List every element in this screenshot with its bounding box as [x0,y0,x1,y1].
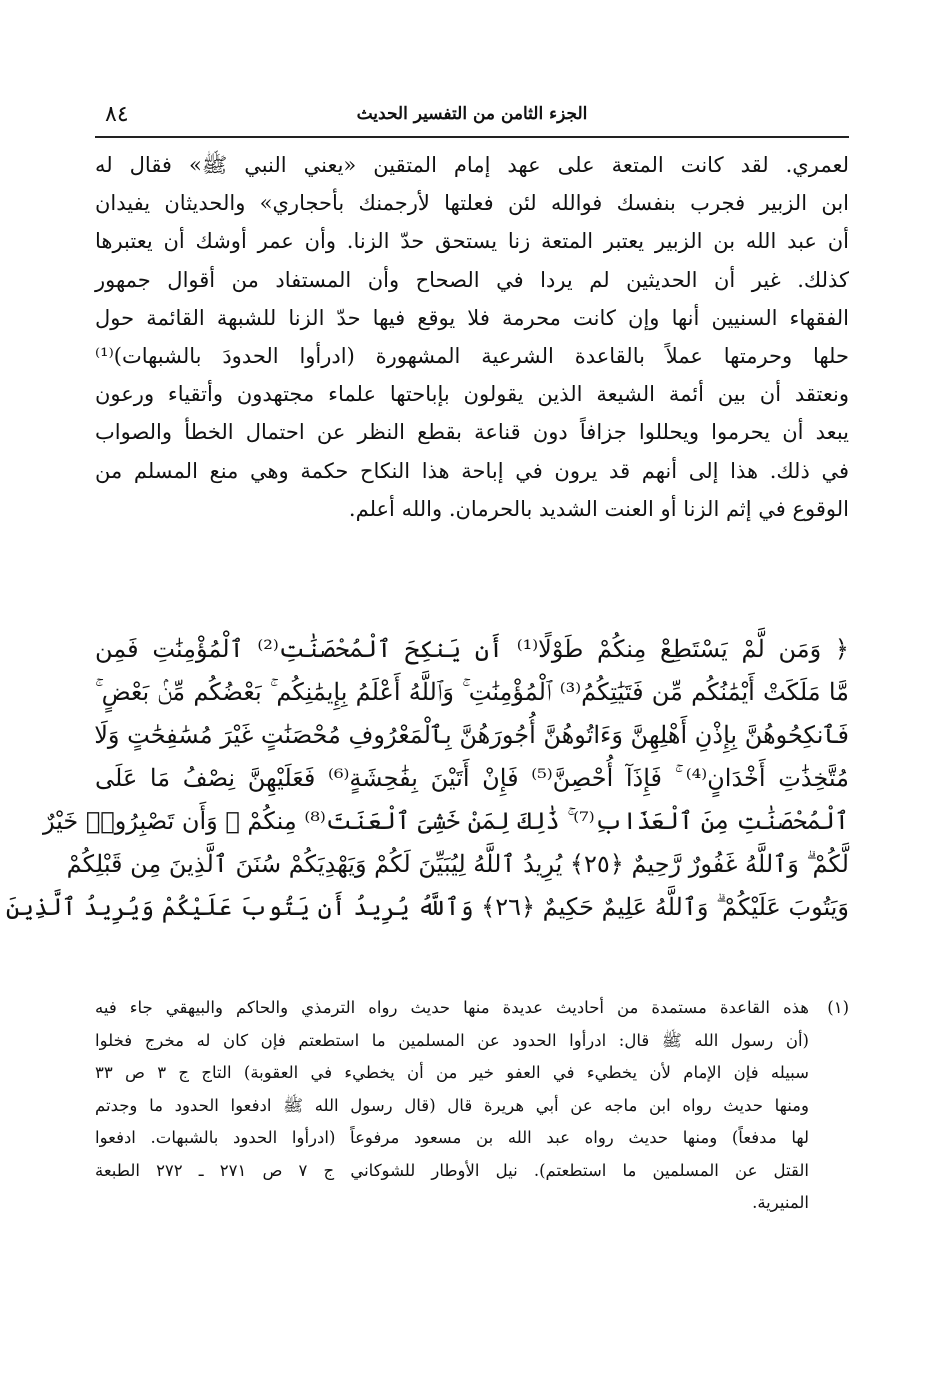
footnote-line: المنيرية. [752,1193,809,1212]
footnote-line: (أن رسول الله ﷺ قال: ادرأوا الحدود عن المسلمين ما استطعتم فإن كان له مخرج فخلوا [95,1030,809,1050]
page-number: ٨٤ [105,102,129,127]
body-line: يبعد أن يحرموا ويحللوا جزافاً دون قناعة بقطع النظر عن احتمال الخطأ والصواب [95,420,849,445]
verse-line: ٱلْمُحْصَنَٰتِ مِنَ ٱلْعَذَابِ⁽⁷⁾ ۚ ذَٰلِكَ لِمَنْ خَشِىَ ٱلْعَنَتَ⁽⁸⁾ مِنكُمْ ۚ وَأَن تَصْبِرُوا۟ خَيْرٌ [42,807,849,835]
running-title: الجزء الثامن من التفسير الحديث [356,104,588,124]
footnote-number: (١) [827,998,849,1017]
page-header [95,100,849,136]
quran-verse-block [5,628,849,929]
verse-line: وَيَتُوبَ عَلَيْكُمْ ۗ وَٱللَّهُ عَلِيمٌ حَكِيمٌ ﴿٢٦﴾ وَٱللَّهُ يُرِيدُ أَن يَتُوبَ عَلَيْكُمْ وَيُرِيدُ ٱلَّذِينَ [5,893,849,921]
verse-line: ﴿ وَمَن لَّمْ يَسْتَطِعْ مِنكُمْ طَوْلًا⁽¹⁾ أَن يَنكِحَ ٱلْمُحْصَنَٰتِ⁽²⁾ ٱلْمُؤْمِنَٰتِ فَمِن [95,635,849,663]
body-line: الفقهاء السنيين أنها وإن كانت محرمة فلا يوقع فيها حدّ الزنا للشبهة القائمة حول [95,305,849,330]
header-divider [95,136,849,138]
body-line: لعمري. لقد كانت المتعة على عهد إمام المتقين «يعني النبي ﷺ» فقال له [95,153,849,177]
footnote-line: سبيله فإن الإمام لأن يخطيء في العفو خير من أن يخطيء في العقوبة) التاج ج ٣ ص ٣٣ [95,1063,809,1082]
verse-line: مُتَّخِذَٰتِ أَخْدَانٍ⁽⁴⁾ ۚ فَإِذَآ أُحْصِنَّ⁽⁵⁾ فَإِنْ أَتَيْنَ بِفَٰحِشَةٍ⁽⁶⁾ فَعَلَيْهِنَّ نِصْفُ مَا عَلَى [95,764,849,792]
body-text [95,146,849,528]
verse-line: فَٱنكِحُوهُنَّ بِإِذْنِ أَهْلِهِنَّ وَءَاتُوهُنَّ أُجُورَهُنَّ بِٱلْمَعْرُوفِ مُحْصَنَٰتٍ غَيْرَ مُسَٰفِحَٰتٍ وَلَا [94,721,849,749]
footnote [95,992,849,1220]
verse-line: لَّكُمْ ۗ وَٱللَّهُ غَفُورٌ رَّحِيمٌ ﴿٢٥﴾ يُرِيدُ ٱللَّهُ لِيُبَيِّنَ لَكُمْ وَيَهْدِيَكُمْ سُنَنَ ٱلَّذِينَ مِن قَبْلِكُمْ [66,850,849,878]
footnote-line: هذه القاعدة مستمدة من أحاديث عديدة منها حديث رواه الترمذي والحاكم والبيهقي جاء فيه [95,998,809,1017]
footnote-line: ومنها حديث رواه ابن ماجه عن أبي هريرة قال (قال رسول الله ﷺ ادفعوا الحدود ما وجدتم [95,1095,809,1115]
body-line: كذلك. غير أن الحديثين لم يردا في الصحاح وأن المستفاد من أقوال جمهور [95,267,849,292]
body-line: أن عبد الله بن الزبير يعتبر المتعة زنا يستحق حدّ الزنا. وأن عمر أوشك أن يعتبرها [95,229,849,254]
body-line: ابن الزبير فجرب بنفسك فوالله لئن فعلتها لأرجمنك بأحجاري» والحديثان يفيدان [95,191,849,216]
body-line: في ذلك. هذا إلى أنهم قد يرون في إباحة هذا النكاح حكمة وهي منع المسلم من [95,458,849,483]
verse-line: مَّا مَلَكَتْ أَيْمَٰنُكُم مِّن فَتَيَٰتِكُمُ⁽³⁾ ٱلْمُؤْمِنَٰتِ ۚ وَٱللَّهُ أَعْلَمُ بِإِيمَٰنِكُم ۚ بَعْضُكُم مِّنۢ بَعْضٍ ۚ [95,678,849,706]
body-line: حلها وحرمتها عملاً بالقاعدة الشرعية المشهورة (ادرأوا الحدودَ بالشبهات)⁽¹⁾ [95,344,849,369]
body-line: ونعتقد أن بين أئمة الشيعة الذين يقولون بإباحتها علماء مجتهدون وأتقياء ورعون [95,382,849,407]
footnote-line: القتل عن المسلمين ما استطعتم). نيل الأوطار للشوكاني ج ٧ ص ٢٧١ ـ ٢٧٢ الطبعة [95,1160,809,1180]
body-line: الوقوع في إثم الزنا أو العنت الشديد بالحرمان. والله أعلم. [348,496,849,521]
footnote-line: لها مدفعاً) ومنها حديث رواه عبد الله بن مسعود مرفوعاً (ادرأوا الحدود بالشبهات. ادفعوا [95,1128,809,1147]
